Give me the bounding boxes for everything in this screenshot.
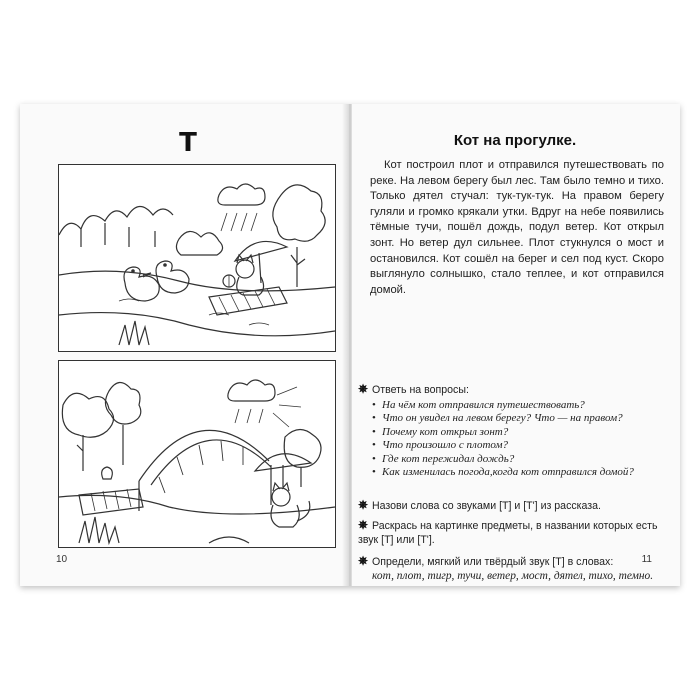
page-number-left: 10 [56, 554, 68, 565]
illustration-cat-on-raft [58, 164, 336, 352]
task-name-words [358, 498, 666, 513]
asterisk-bullet-icon: ✵ [358, 498, 369, 512]
right-page [352, 104, 680, 586]
book-spread [20, 104, 680, 586]
question-item: • На чём кот отправился путешествовать? [382, 399, 666, 412]
story-paragraph: Кот построил плот и отправился путешествовать по реке. На левом берегу был лес. Там было темно и тихо. Только дятел стучал: тук-тук-тук. На правом берегу гуляли и громко крякали утки. Вдруг на небе появились тёмные тучи, пошёл дождь, подул ветер. Кот открыл зонт. Но ветер дул сильнее. Плот стукнулся о мост и остановился. Кот сошёл на берег и сел под куст. Скоро выглянуло солнышко, стало теплее, и кот отправился домой. [370, 159, 664, 296]
asterisk-bullet-icon: ✵ [358, 554, 369, 568]
question-item: • Где кот пережидал дождь? [382, 453, 666, 466]
question-item: • Что произошло с плотом? [382, 439, 666, 452]
task-text: Определи, мягкий или твёрдый звук [Т] в словах: [372, 556, 614, 568]
asterisk-bullet-icon: ✵ [358, 382, 369, 396]
questions-list [358, 399, 666, 479]
question-item: • Почему кот открыл зонт? [382, 426, 666, 439]
page-number-right: 11 [641, 554, 652, 565]
asterisk-bullet-icon: ✵ [358, 518, 369, 532]
task-text: Ответь на вопросы: [372, 384, 469, 396]
letter-heading: Т [179, 128, 197, 158]
task-color-objects [358, 518, 666, 547]
left-page [20, 104, 348, 586]
word-list: кот, плот, тигр, тучи, ветер, мост, дятел, тихо, темно. [372, 570, 654, 582]
task-text: Раскрась на картинке предметы, в названии которых есть звук [Т] или [Т']. [358, 520, 658, 546]
task-soft-hard-sound [358, 554, 666, 583]
illustration-cat-under-bush [58, 360, 336, 548]
story-text [370, 158, 664, 298]
story-title: Кот на прогулке. [453, 132, 577, 149]
task-text: Назови слова со звуками [Т] и [Т'] из рассказа. [372, 500, 601, 512]
question-item: • Как изменилась погода,когда кот отправился домой? [382, 466, 666, 479]
task-answer-questions [358, 382, 666, 479]
question-item: • Что он увидел на левом берегу? Что — на правом? [382, 412, 666, 425]
